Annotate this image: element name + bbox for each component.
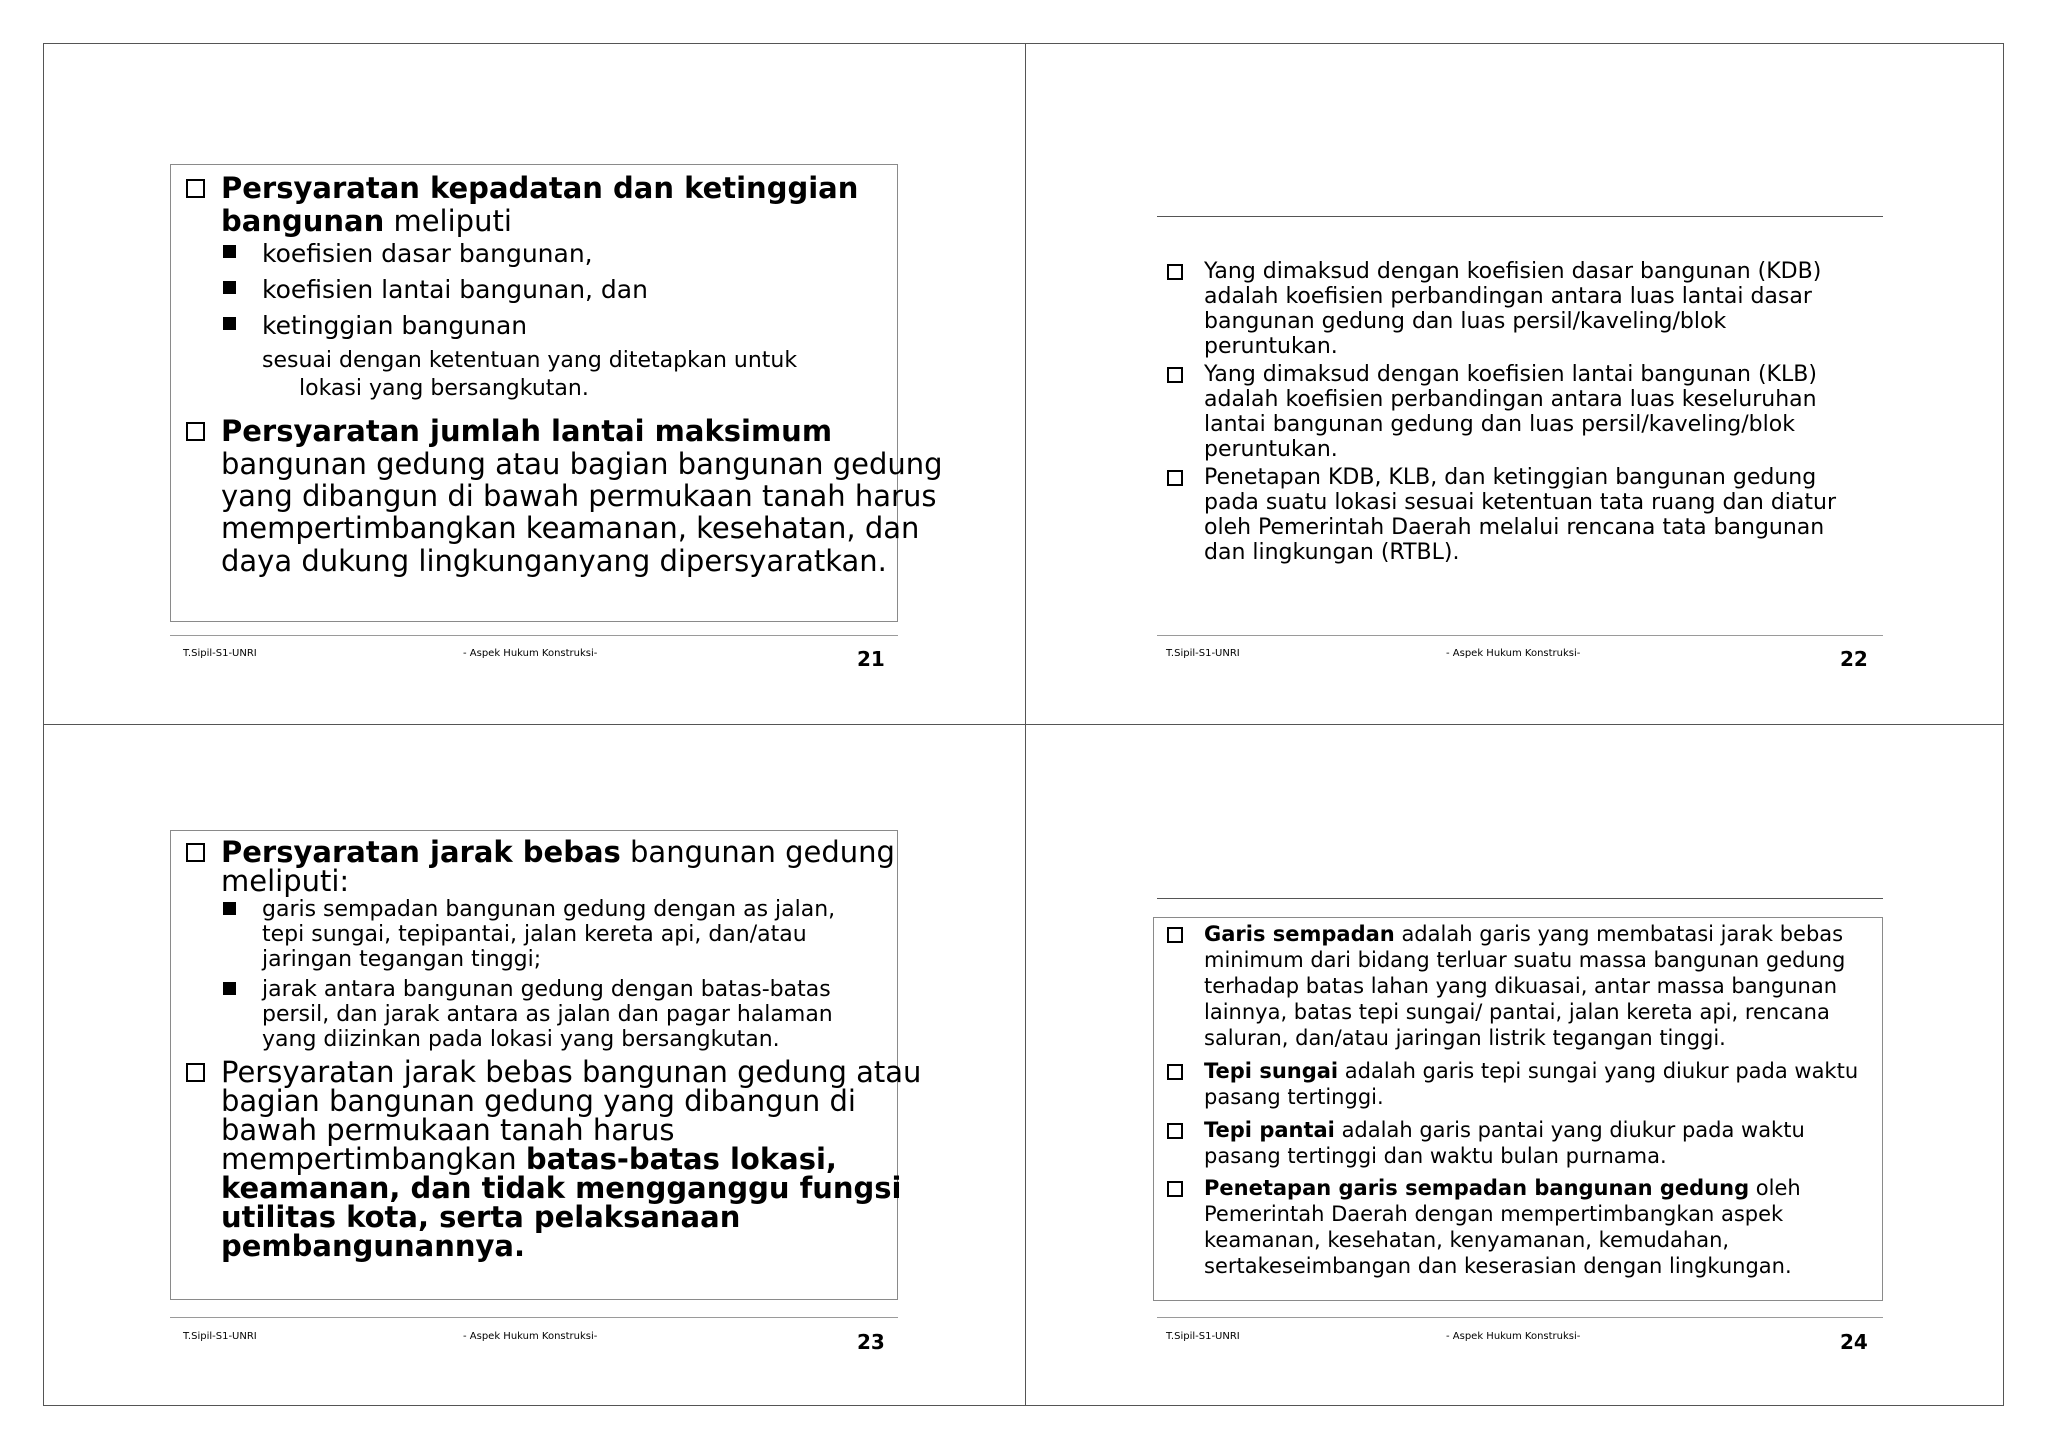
slide-22 [1026,43,2008,723]
bullet-text-line: Penetapan garis sempadan bangunan gedung oleh [1204,1176,1801,1200]
bullet-text-line: Garis sempadan adalah garis yang membatasi jarak bebas [1204,922,1844,946]
bullet-text-line: adalah koefisien perbandingan antara luas lantai dasar [1204,284,1812,309]
bullet-text-line: lainnya, batas tepi sungai/ pantai, jalan kereta api, rencana [1204,1000,1830,1024]
page-number: 21 [857,647,885,671]
footer-left: T.Sipil-S1-UNRI [183,648,257,659]
bullet-text-line: minimum dari bidang terluar suatu massa bangunan gedung [1204,948,1846,972]
bullet-text-line: utilitas kota, serta pelaksanaan [221,1200,741,1234]
bullet-text-line: Persyaratan kepadatan dan ketinggian [221,171,859,205]
bullet-text-line: Persyaratan jarak bebas bangunan gedung atau [221,1055,922,1089]
bullet-text-line: Penetapan KDB, KLB, dan ketinggian bangunan gedung [1204,465,1817,490]
bullet-text-line: lantai bangunan gedung dan luas persil/kaveling/blok [1204,412,1795,437]
bullet-text-line: adalah koefisien perbandingan antara luas keseluruhan [1204,387,1817,412]
sub-item-text: ketinggian bangunan [262,311,528,340]
bullet-text-line: terhadap batas lahan yang dikuasai, antar massa bangunan [1204,974,1838,998]
bullet-text-line: keamanan, kesehatan, kenyamanan, kemudahan, [1204,1228,1730,1252]
footer-center: - Aspek Hukum Konstruksi- [463,648,598,659]
hollow-square-bullet-icon [1167,1123,1183,1139]
footer-left: T.Sipil-S1-UNRI [183,1331,257,1342]
bullet-text-line: bangunan gedung dan luas persil/kaveling/blok [1204,309,1727,334]
sub-item-text: koefisien lantai bangunan, dan [262,275,648,304]
bullet-text-line: saluran, dan/atau jaringan listrik tegangan tinggi. [1204,1026,1726,1050]
title-rule [1157,216,1883,217]
slide-21 [43,43,1025,723]
bullet-text-line: pasang tertinggi. [1204,1085,1384,1109]
filled-square-bullet-icon [223,317,236,330]
page-number: 22 [1840,647,1868,671]
bullet-text-line: pasang tertinggi dan waktu bulan purnama. [1204,1144,1667,1168]
bullet-text-line: Persyaratan jumlah lantai maksimum [221,414,833,448]
bullet-text-line: daya dukung lingkunganyang dipersyaratkan. [221,544,887,578]
bullet-text-line: mempertimbangkan batas-batas lokasi, [221,1142,837,1176]
footer-center: - Aspek Hukum Konstruksi- [463,1331,598,1342]
bullet-text-line: pada suatu lokasi sesuai ketentuan tata ruang dan diatur [1204,490,1837,515]
slide-24 [1026,725,2008,1405]
bullet-text-line: Pemerintah Daerah dengan mempertimbangkan aspek [1204,1202,1784,1226]
filled-square-bullet-icon [223,902,236,915]
footer-rule [1157,1317,1883,1318]
bullet-text-line: Yang dimaksud dengan koefisien lantai bangunan (KLB) [1204,362,1817,387]
hollow-square-bullet-icon [186,843,205,862]
page-number: 23 [857,1330,885,1354]
bullet-text-line: Yang dimaksud dengan koefisien dasar bangunan (KDB) [1204,259,1822,284]
note-line: sesuai dengan ketentuan yang ditetapkan untuk [262,348,798,373]
sub-item-text: koefisien dasar bangunan, [262,239,593,268]
footer-rule [1157,635,1883,636]
bullet-text-line: meliputi: [221,864,350,898]
bullet-text-line: bangunan gedung atau bagian bangunan gedung [221,447,943,481]
hollow-square-bullet-icon [1167,470,1183,486]
title-rule [1157,898,1883,899]
bullet-text-line: bangunan meliputi [221,204,512,238]
hollow-square-bullet-icon [186,179,205,198]
footer-rule [170,1317,898,1318]
bullet-text-line: Tepi sungai adalah garis tepi sungai yang diukur pada waktu [1204,1059,1859,1083]
bullet-text-line: peruntukan. [1204,334,1338,359]
hollow-square-bullet-icon [1167,1064,1183,1080]
bullet-text-line: pembangunannya. [221,1229,526,1263]
sub-item-text: garis sempadan bangunan gedung dengan as jalan, [262,897,836,922]
bullet-text-line: bawah permukaan tanah harus [221,1113,675,1147]
slide-23 [43,725,1025,1405]
sub-item-text: yang diizinkan pada lokasi yang bersangkutan. [262,1027,780,1052]
hollow-square-bullet-icon [1167,1181,1183,1197]
footer-left: T.Sipil-S1-UNRI [1166,1331,1240,1342]
filled-square-bullet-icon [223,982,236,995]
footer-left: T.Sipil-S1-UNRI [1166,648,1240,659]
hollow-square-bullet-icon [1167,927,1183,943]
note-line: lokasi yang bersangkutan. [299,376,589,401]
footer-center: - Aspek Hukum Konstruksi- [1446,648,1581,659]
bullet-text-line: Persyaratan jarak bebas bangunan gedung [221,835,895,869]
footer-center: - Aspek Hukum Konstruksi- [1446,1331,1581,1342]
bullet-text-line: peruntukan. [1204,437,1338,462]
sub-item-text: jarak antara bangunan gedung dengan batas-batas [262,977,831,1002]
filled-square-bullet-icon [223,245,236,258]
bullet-text-line: dan lingkungan (RTBL). [1204,540,1460,565]
hollow-square-bullet-icon [186,1063,205,1082]
sub-item-text: persil, dan jarak antara as jalan dan pagar halaman [262,1002,833,1027]
bullet-text-line: yang dibangun di bawah permukaan tanah harus [221,479,937,513]
footer-rule [170,635,898,636]
bullet-text-line: sertakeseimbangan dan keserasian dengan lingkungan. [1204,1254,1792,1278]
filled-square-bullet-icon [223,281,236,294]
bullet-text-line: mempertimbangkan keamanan, kesehatan, dan [221,511,920,545]
bullet-text-line: bagian bangunan gedung yang dibangun di [221,1084,856,1118]
sub-item-text: tepi sungai, tepipantai, jalan kereta api, dan/atau [262,922,807,947]
sub-item-text: jaringan tegangan tinggi; [262,947,542,972]
bullet-text-line: keamanan, dan tidak mengganggu fungsi [221,1171,902,1205]
page-number: 24 [1840,1330,1868,1354]
hollow-square-bullet-icon [1167,264,1183,280]
hollow-square-bullet-icon [186,422,205,441]
bullet-text-line: Tepi pantai adalah garis pantai yang diukur pada waktu [1204,1118,1805,1142]
hollow-square-bullet-icon [1167,367,1183,383]
bullet-text-line: oleh Pemerintah Daerah melalui rencana tata bangunan [1204,515,1825,540]
